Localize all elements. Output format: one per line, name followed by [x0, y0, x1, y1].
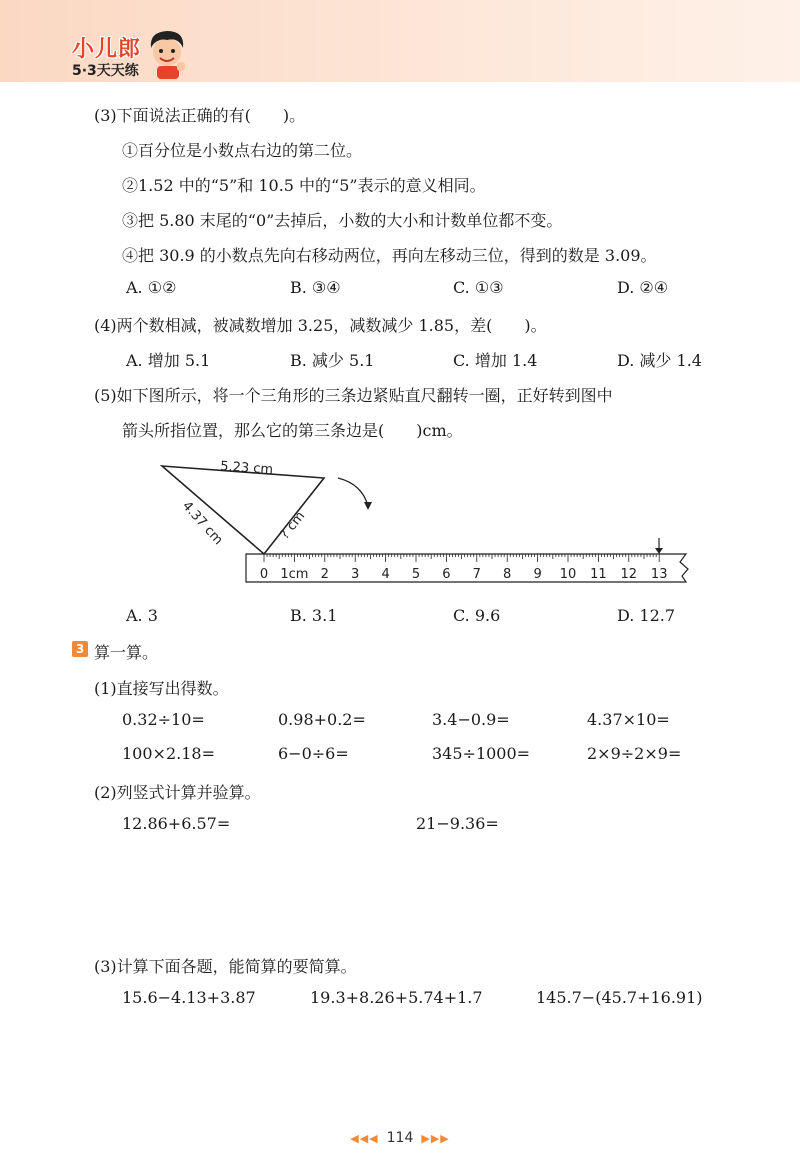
ruler-label: 1cm — [280, 567, 309, 582]
brand-name: 小儿郎 — [72, 37, 142, 62]
calc-item: 345÷1000= — [432, 744, 531, 763]
series-name: 5·3天天练 — [72, 63, 139, 79]
ruler-label: 13 — [650, 567, 668, 582]
q4-option-a[interactable]: A. 增加 5.1 — [126, 351, 211, 370]
rotation-arrow — [338, 478, 368, 506]
rotation-arrowhead — [364, 502, 372, 510]
q3-stem: (3)下面说法正确的有( )。 — [94, 106, 306, 125]
q3-statement-2: ②1.52 中的“5”和 10.5 中的“5”表示的意义相同。 — [122, 176, 486, 195]
section-3-title: 算一算。 — [94, 643, 159, 662]
prev-arrows-icon: ◀◀◀ — [350, 1132, 379, 1145]
part-3-title: (3)计算下面各题，能简算的要简算。 — [94, 957, 357, 976]
ruler — [246, 554, 688, 582]
simplify-item: 15.6−4.13+3.87 — [122, 988, 256, 1007]
pointer-arrowhead — [655, 548, 663, 554]
side-top-label: 5.23 cm — [219, 459, 274, 478]
ruler-label: 6 — [442, 567, 451, 582]
ruler-label: 9 — [533, 567, 542, 582]
q5-option-b[interactable]: B. 3.1 — [290, 606, 338, 625]
q3-statement-4: ④把 30.9 的小数点先向右移动两位，再向左移动三位，得到的数是 3.09。 — [122, 246, 657, 265]
q3-option-d[interactable]: D. ②④ — [617, 278, 669, 297]
calc-item: 2×9÷2×9= — [587, 744, 682, 763]
calc-item: 100×2.18= — [122, 744, 215, 763]
section-3-badge: 3 — [72, 641, 88, 657]
calc-item: 0.32÷10= — [122, 710, 205, 729]
calc-item: 0.98+0.2= — [278, 710, 366, 729]
q4-option-c[interactable]: C. 增加 1.4 — [453, 351, 538, 370]
ruler-label: 0 — [259, 567, 269, 582]
ruler-label: 4 — [381, 567, 390, 582]
calc-item: 6−0÷6= — [278, 744, 349, 763]
page-number: 114 — [386, 1130, 414, 1146]
calc-item: 4.37×10= — [587, 710, 670, 729]
ruler-label: 12 — [620, 567, 638, 582]
mascot-icon — [145, 28, 191, 80]
q5-stem-line-2: 箭头所指位置，那么它的第三条边是( )cm。 — [122, 421, 463, 440]
ruler-label: 5 — [411, 567, 421, 582]
part-1-title: (1)直接写出得数。 — [94, 679, 229, 698]
q3-option-a[interactable]: A. ①② — [126, 278, 177, 297]
q5-option-c[interactable]: C. 9.6 — [453, 606, 501, 625]
q3-option-b[interactable]: B. ③④ — [290, 278, 341, 297]
simplify-item: 19.3+8.26+5.74+1.7 — [310, 988, 483, 1007]
vertical-calc-item: 21−9.36= — [416, 814, 499, 833]
side-left-label: 4.37 cm — [179, 498, 226, 548]
page-header — [0, 0, 800, 82]
ruler-label: 10 — [559, 567, 577, 582]
q5-option-a[interactable]: A. 3 — [126, 606, 158, 625]
q4-option-b[interactable]: B. 减少 5.1 — [290, 351, 375, 370]
part-2-title: (2)列竖式计算并验算。 — [94, 783, 261, 802]
simplify-item: 145.7−(45.7+16.91) — [536, 988, 703, 1007]
calc-item: 3.4−0.9= — [432, 710, 510, 729]
page-footer — [0, 1130, 800, 1146]
triangle-ruler-figure — [150, 448, 710, 588]
q5-option-d[interactable]: D. 12.7 — [617, 606, 676, 625]
q3-statement-3: ③把 5.80 末尾的“0”去掉后，小数的大小和计数单位都不变。 — [122, 211, 563, 230]
ruler-label: 2 — [320, 567, 329, 582]
ruler-label: 11 — [590, 567, 607, 582]
side-unknown-label: ? cm — [277, 508, 309, 543]
q3-option-c[interactable]: C. ①③ — [453, 278, 504, 297]
next-arrows-icon: ▶▶▶ — [421, 1132, 450, 1145]
vertical-calc-item: 12.86+6.57= — [122, 814, 231, 833]
ruler-label: 3 — [351, 567, 360, 582]
q4-stem: (4)两个数相减，被减数增加 3.25，减数减少 1.85，差( )。 — [94, 316, 547, 335]
q3-statement-1: ①百分位是小数点右边的第二位。 — [122, 141, 363, 160]
q5-stem-line-1: (5)如下图所示，将一个三角形的三条边紧贴直尺翻转一圈，正好转到图中 — [94, 386, 613, 405]
q4-option-d[interactable]: D. 减少 1.4 — [617, 351, 702, 370]
ruler-label: 7 — [472, 567, 481, 582]
ruler-label: 8 — [503, 567, 512, 582]
